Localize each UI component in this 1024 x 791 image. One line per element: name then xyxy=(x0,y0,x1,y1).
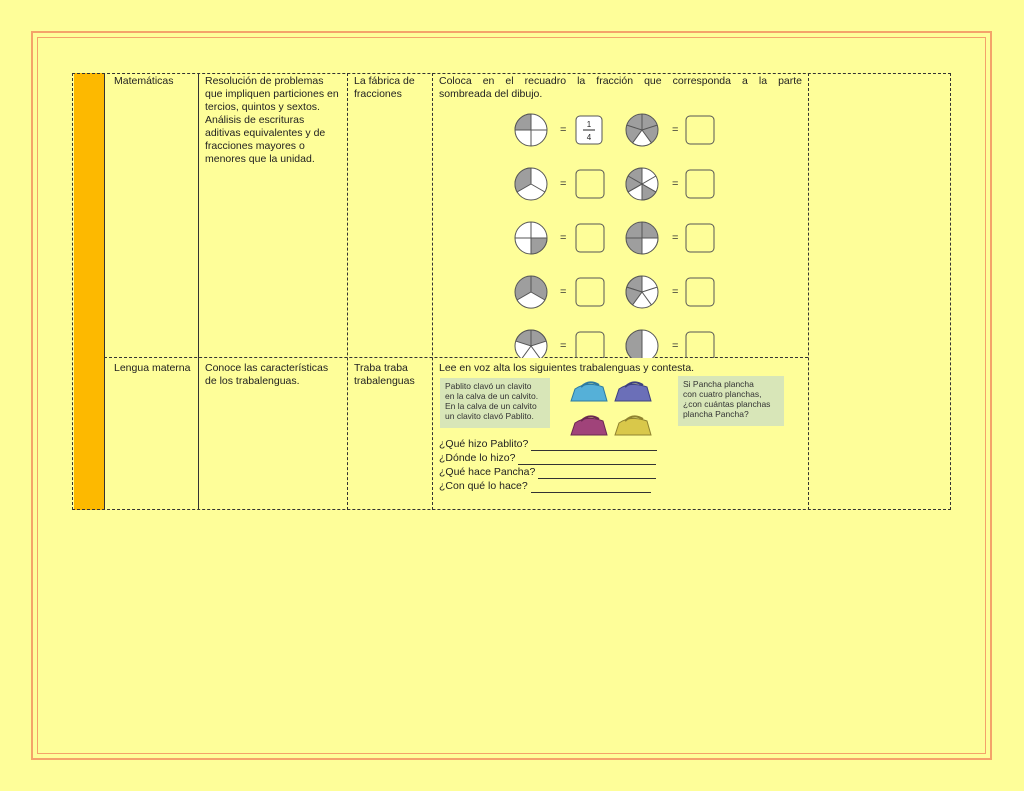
col-divider xyxy=(347,73,348,510)
twister-line: En la calva de un calvito xyxy=(445,401,537,411)
iron-yellow xyxy=(615,416,651,435)
example-denominator: 4 xyxy=(586,133,592,142)
col-divider xyxy=(104,73,105,510)
table-border-bottom xyxy=(72,509,951,510)
answer-box[interactable] xyxy=(576,278,604,306)
equals-sign: = xyxy=(672,232,679,244)
pie-fifths-2-shaded xyxy=(515,330,547,358)
twister-line: un clavito clavó Pablito. xyxy=(445,411,534,421)
question-item xyxy=(439,479,727,493)
tongue-twister-pablito xyxy=(440,378,550,428)
pie-sixths-3-shaded xyxy=(626,168,658,200)
subject-text: Lengua materna xyxy=(114,362,191,374)
pie-quarters-1-shaded xyxy=(515,114,547,146)
instruction-line-2: sombreada del dibujo. xyxy=(439,88,543,100)
topic-text: Resolución de problemas que impliquen particiones en tercios, quintos y sextos. Análisis de escrituras aditivas equivalentes y de fracciones mayores o menores que la unidad. xyxy=(205,75,339,165)
col-divider xyxy=(808,73,809,510)
question-text: ¿Qué hace Pancha? xyxy=(439,466,536,478)
example-numerator: 1 xyxy=(586,120,592,129)
pie-fifths-2-shaded xyxy=(626,276,658,308)
pie-thirds-1-shaded xyxy=(515,168,547,200)
answer-line[interactable] xyxy=(538,468,656,479)
twister-line: Si Pancha plancha xyxy=(683,379,754,389)
equals-sign: = xyxy=(560,178,567,190)
subject-cell xyxy=(108,360,198,377)
instruction-text: Lee en voz alta los siguientes trabalenguas y contesta. xyxy=(439,362,695,374)
answer-box[interactable] xyxy=(686,332,714,358)
iron-purple xyxy=(615,382,651,401)
twister-line: con cuatro planchas, xyxy=(683,389,762,399)
answer-box[interactable] xyxy=(686,278,714,306)
twister-line: en la calva de un calvito. xyxy=(445,391,539,401)
question-item xyxy=(439,437,727,451)
question-text: ¿Qué hizo Pablito? xyxy=(439,438,529,450)
answer-box[interactable] xyxy=(686,170,714,198)
pie-quarters-3-shaded xyxy=(626,222,658,254)
answer-box[interactable] xyxy=(576,332,604,358)
instruction-line-1: Coloca en el recuadro la fracción que corresponda a la parte xyxy=(439,75,802,87)
twister-line: ¿con cuántas planchas xyxy=(683,399,771,409)
col-divider xyxy=(72,73,73,510)
table-border-right xyxy=(950,73,951,510)
activity-cell xyxy=(348,73,432,103)
answer-line[interactable] xyxy=(531,440,657,451)
tongue-twister-pancha xyxy=(678,376,784,426)
topic-cell xyxy=(199,360,345,390)
answer-line[interactable] xyxy=(531,482,651,493)
equals-sign: = xyxy=(672,286,679,298)
pie-thirds-2-shaded xyxy=(515,276,547,308)
iron-blue xyxy=(571,382,607,401)
subject-cell xyxy=(108,73,198,90)
subject-text: Matemáticas xyxy=(114,75,174,87)
topic-text: Conoce las características de los trabalenguas. xyxy=(205,362,329,387)
question-text: ¿Con qué lo hace? xyxy=(439,480,528,492)
example-fraction-box xyxy=(576,116,602,144)
topic-cell xyxy=(199,73,345,168)
answer-line[interactable] xyxy=(518,454,656,465)
iron-magenta xyxy=(571,416,607,435)
pie-fifths-4-shaded xyxy=(626,114,658,146)
pie-quarters-1-shaded xyxy=(515,222,547,254)
question-item xyxy=(439,465,727,479)
planning-table xyxy=(72,73,951,510)
side-color-bar xyxy=(74,73,104,510)
answer-box[interactable] xyxy=(686,116,714,144)
answer-box[interactable] xyxy=(576,224,604,252)
instruction-cell xyxy=(433,73,808,103)
equals-sign: = xyxy=(560,340,567,352)
answer-box[interactable] xyxy=(576,170,604,198)
equals-sign: = xyxy=(560,286,567,298)
equals-sign: = xyxy=(560,232,567,244)
fraction-pies xyxy=(512,108,732,358)
equals-sign: = xyxy=(560,124,567,136)
twister-line: plancha Pancha? xyxy=(683,409,749,419)
equals-sign: = xyxy=(672,178,679,190)
question-item xyxy=(439,451,727,465)
activity-text: La fábrica de fracciones xyxy=(354,75,415,100)
twister-line: Pablito clavó un clavito xyxy=(445,381,532,391)
activity-text: Traba traba trabalenguas xyxy=(354,362,415,387)
equals-sign: = xyxy=(672,124,679,136)
equals-sign: = xyxy=(672,340,679,352)
activity-cell xyxy=(348,360,432,390)
irons-illustration xyxy=(567,373,667,443)
pie-halves-1-shaded xyxy=(626,330,658,358)
answer-box[interactable] xyxy=(686,224,714,252)
question-text: ¿Dónde lo hizo? xyxy=(439,452,516,464)
questions-list xyxy=(433,437,733,493)
